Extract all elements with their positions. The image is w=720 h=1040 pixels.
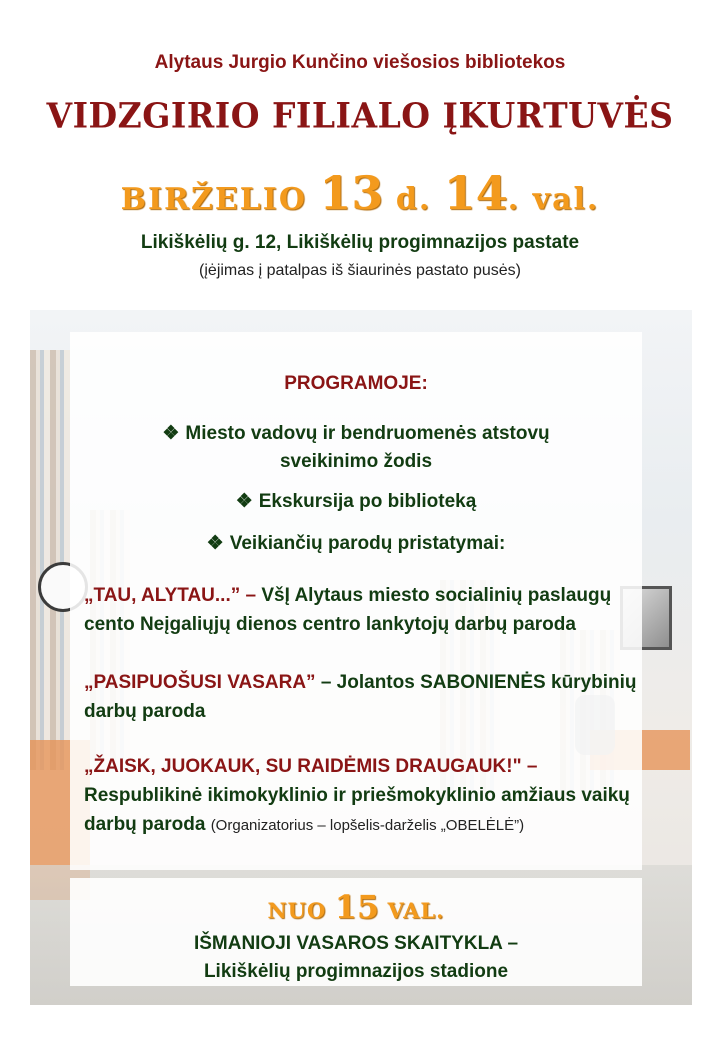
exhibition-description: – Jolantos SABONIENĖS kūrybinių darbų paroda xyxy=(84,672,637,722)
diamond-bullet-icon: ❖ xyxy=(206,533,224,554)
program-item-text: Ekskursija po biblioteką xyxy=(258,491,477,512)
program-item-text: Veikiančių parodų pristatymai: xyxy=(229,533,506,554)
reading-room-title: IŠMANIOJI VASAROS SKAITYKLA – xyxy=(193,933,519,954)
program-item xyxy=(70,530,642,557)
date-hour: 14 xyxy=(443,166,508,220)
program-item-continuation: sveikinimo žodis xyxy=(279,451,433,472)
exhibition-item xyxy=(84,581,644,639)
program-item-text: Miesto vadovų ir bendruomenės atstovų xyxy=(185,423,550,444)
afternoon-suffix: VAL. xyxy=(379,898,445,923)
exhibition-organizer: (Organizatorius – lopšelis-darželis „OBELĖLĖ”) xyxy=(210,817,525,834)
program-heading: PROGRAMOJE: xyxy=(284,373,428,394)
exhibition-item xyxy=(84,752,644,840)
diamond-bullet-icon: ❖ xyxy=(162,423,180,444)
exhibition-item xyxy=(84,668,644,726)
program-item xyxy=(70,420,642,447)
reading-room-location: Likiškėlių progimnazijos stadione xyxy=(203,961,509,982)
afternoon-hour: 15 xyxy=(334,888,380,926)
program-item xyxy=(70,488,642,515)
library-name: Alytaus Jurgio Kunčino viešosios bibliotekos xyxy=(154,52,566,73)
event-date xyxy=(0,166,720,220)
exhibition-title: „PASIPUOŠUSI VASARA” xyxy=(84,672,316,693)
reading-room-info xyxy=(70,930,642,986)
exhibition-title: „ŽAISK, JUOKAUK, SU RAIDĖMIS DRAUGAUK!" – xyxy=(84,756,538,777)
afternoon-prefix: NUO xyxy=(267,898,335,923)
event-title: VIDZGIRIO FILIALO ĮKURTUVĖS xyxy=(46,95,674,136)
date-day: 13 xyxy=(319,166,384,220)
entrance-note: (įėjimas į patalpas iš šiaurinės pastato pusės) xyxy=(199,262,521,279)
date-hour-suffix: . val. xyxy=(507,182,600,217)
diamond-bullet-icon: ❖ xyxy=(235,491,253,512)
exhibition-description: VšĮ Alytaus miesto socialinių paslaugų cento Neįgaliųjų dienos centro lankytojų darbų paroda xyxy=(84,585,612,635)
date-day-suffix: d. xyxy=(383,182,444,217)
afternoon-time xyxy=(70,888,642,926)
exhibition-description: Respublikinė ikimokyklinio ir priešmokyklinio amžiaus vaikų darbų paroda xyxy=(84,785,630,835)
bookshelf xyxy=(30,350,70,770)
event-address: Likiškėlių g. 12, Likiškėlių progimnazijos pastate xyxy=(140,232,580,253)
exhibition-title: „TAU, ALYTAU...” – xyxy=(84,585,262,606)
date-month: BIRŽELIO xyxy=(120,182,320,217)
